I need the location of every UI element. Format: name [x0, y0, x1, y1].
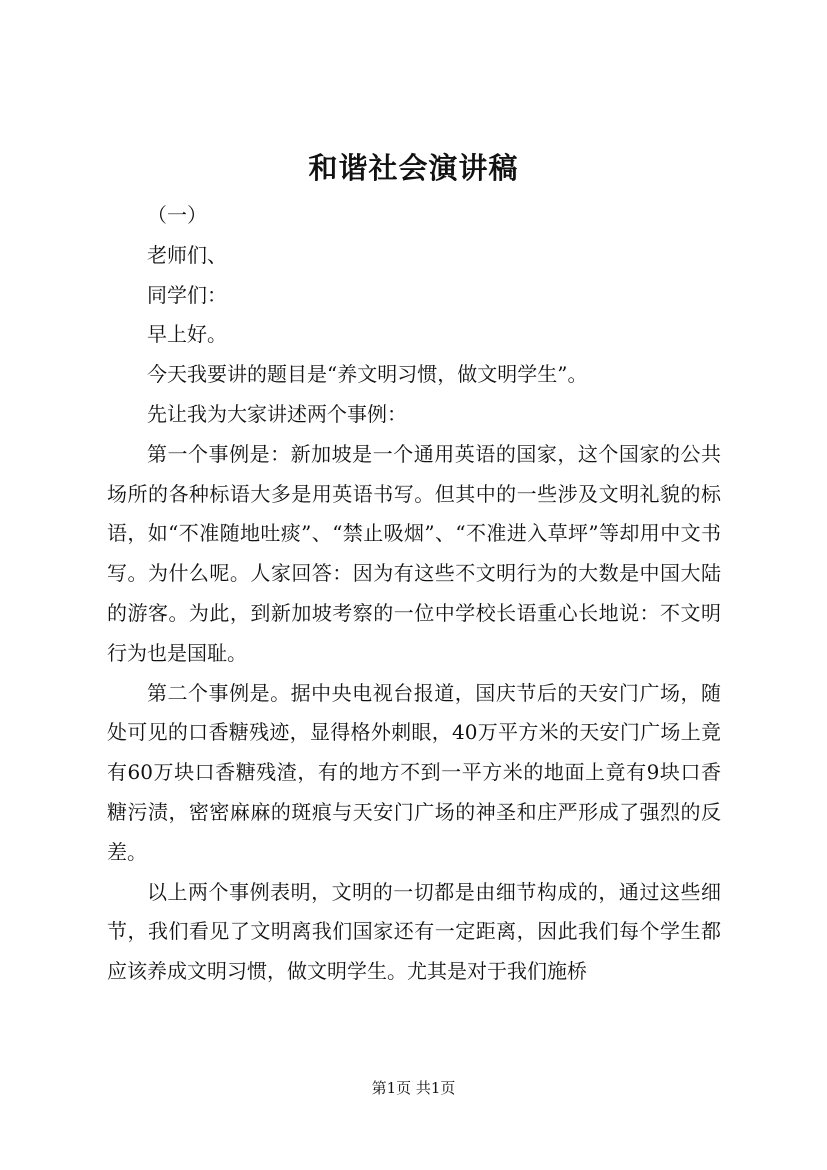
document-title: 和谐社会演讲稿: [308, 151, 519, 185]
document-body: [107, 196, 721, 992]
paragraph-greeting-students: 同学们：: [147, 282, 227, 307]
paragraph-good-morning: 早上好。: [147, 322, 227, 347]
paragraph-example-two: 第二个事例是。据中央电视台报道，国庆节后的天安门广场，随处可见的口香糖残迹，显得格外刺眼，40万平方米的天安门广场上竟有60万块口香糖残渣，有的地方不到一平方米的地面上竟有9块口香糖污渍，密密麻麻的斑痕与天安门广场的神圣和庄严形成了强烈的反差。: [107, 680, 721, 864]
paragraph-topic: 今天我要讲的题目是“养文明习惯，做文明学生”。: [147, 362, 588, 387]
paragraph-section-number: （一）: [147, 203, 207, 227]
page-footer: 第1页 共1页: [371, 1079, 456, 1097]
paragraph-conclusion: 以上两个事例表明，文明的一切都是由细节构成的，通过这些细节，我们看见了文明离我们国家还有一定距离，因此我们每个学生都应该养成文明习惯，做文明学生。尤其是对于我们施桥: [107, 879, 721, 984]
paragraph-greeting-teachers: 老师们、: [147, 242, 227, 267]
paragraph-example-one: 第一个事例是：新加坡是一个通用英语的国家，这个国家的公共场所的各种标语大多是用英语书写。但其中的一些涉及文明礼貌的标语，如“不准随地吐痰”、“禁止吸烟”、“不准进入草坪”等却用中文书写。为什么呢。人家回答：因为有这些不文明行为的大数是中国大陆的游客。为此，到新加坡考察的一位中学校长语重心长地说：不文明行为也是国耻。: [107, 441, 721, 665]
paragraph-intro-examples: 先让我为大家讲述两个事例：: [147, 401, 407, 426]
